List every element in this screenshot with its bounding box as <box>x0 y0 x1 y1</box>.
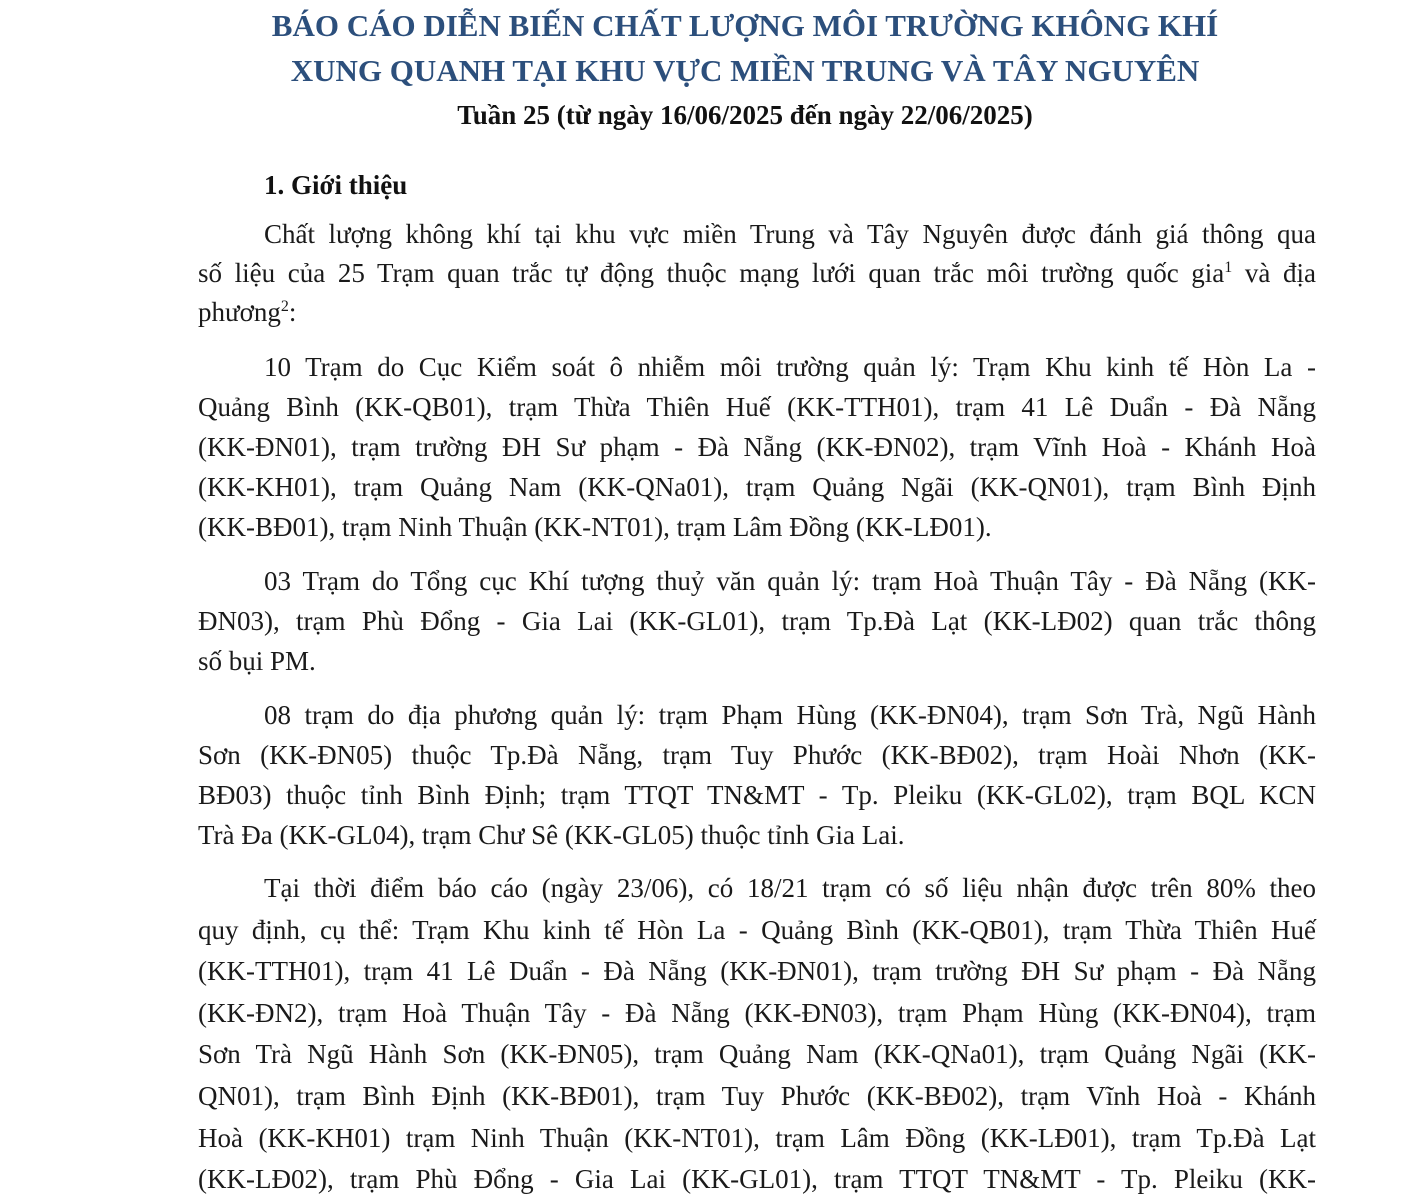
paragraph-line: (KK-ĐN01), trạm trường ĐH Sư phạm - Đà Nẵng (KK-ĐN02), trạm Vĩnh Hoà - Khánh Hoà <box>198 432 1316 462</box>
paragraph-line: (KK-ĐN2), trạm Hoà Thuận Tây - Đà Nẵng (KK-ĐN03), trạm Phạm Hùng (KK-ĐN04), trạm <box>198 997 1316 1028</box>
footnote-marker-2[interactable]: 2 <box>280 298 289 315</box>
intro-text: phương <box>198 297 281 327</box>
paragraph-data-status <box>198 868 1316 1201</box>
paragraph-line: 08 trạm do địa phương quản lý: trạm Phạm Hùng (KK-ĐN04), trạm Sơn Trà, Ngũ Hành <box>264 700 1316 730</box>
section-heading-introduction: 1. Giới thiệu <box>264 170 408 200</box>
paragraph-intro <box>198 215 1316 332</box>
paragraph-line: Quảng Bình (KK-QB01), trạm Thừa Thiên Huế (KK-TTH01), trạm 41 Lê Duẩn - Đà Nẵng <box>198 392 1316 422</box>
footnote-marker-1[interactable]: 1 <box>1224 259 1233 276</box>
paragraph-line: (KK-KH01), trạm Quảng Nam (KK-QNa01), trạm Quảng Ngãi (KK-QN01), trạm Bình Định <box>198 472 1316 502</box>
paragraph-line: (KK-BĐ01), trạm Ninh Thuận (KK-NT01), trạm Lâm Đồng (KK-LĐ01). <box>198 512 992 542</box>
paragraph-line <box>198 254 1316 293</box>
paragraph-line: 03 Trạm do Tổng cục Khí tượng thuỷ văn quản lý: trạm Hoà Thuận Tây - Đà Nẵng (KK- <box>264 566 1316 596</box>
paragraph-line: (KK-LĐ02), trạm Phù Đổng - Gia Lai (KK-GL01), trạm TTQT TN&MT - Tp. Pleiku (KK- <box>198 1164 1316 1195</box>
paragraph-line: số bụi PM. <box>198 646 316 676</box>
paragraph-line: Sơn (KK-ĐN05) thuộc Tp.Đà Nẵng, trạm Tuy Phước (KK-BĐ02), trạm Hoài Nhơn (KK- <box>198 740 1316 770</box>
paragraph-line: BĐ03) thuộc tỉnh Bình Định; trạm TTQT TN&MT - Tp. Pleiku (KK-GL02), trạm BQL KCN <box>198 780 1316 810</box>
paragraph-stations-hydromet <box>198 561 1316 681</box>
paragraph-line: quy định, cụ thể: Trạm Khu kinh tế Hòn La - Quảng Bình (KK-QB01), trạm Thừa Thiên Huế <box>198 914 1316 945</box>
paragraph-line: (KK-TTH01), trạm 41 Lê Duẩn - Đà Nẵng (KK-ĐN01), trạm trường ĐH Sư phạm - Đà Nẵng <box>198 956 1316 987</box>
paragraph-stations-local <box>198 695 1316 855</box>
intro-text: và địa <box>1232 258 1316 288</box>
report-title-line-2: XUNG QUANH TẠI KHU VỰC MIỀN TRUNG VÀ TÂY NGUYÊN <box>290 53 1200 88</box>
paragraph-line: Sơn Trà Ngũ Hành Sơn (KK-ĐN05), trạm Quảng Nam (KK-QNa01), trạm Quảng Ngãi (KK- <box>198 1039 1316 1070</box>
paragraph-line: QN01), trạm Bình Định (KK-BĐ01), trạm Tuy Phước (KK-BĐ02), trạm Vĩnh Hoà - Khánh <box>198 1080 1316 1111</box>
paragraph-stations-agency <box>198 347 1316 547</box>
paragraph-line: ĐN03), trạm Phù Đổng - Gia Lai (KK-GL01), trạm Tp.Đà Lạt (KK-LĐ02) quan trắc thông <box>198 606 1316 636</box>
paragraph-line: Hoà (KK-KH01) trạm Ninh Thuận (KK-NT01), trạm Lâm Đồng (KK-LĐ01), trạm Tp.Đà Lạt <box>198 1122 1316 1153</box>
report-week-subtitle: Tuần 25 (từ ngày 16/06/2025 đến ngày 22/06/2025) <box>457 100 1033 130</box>
intro-text: : <box>288 297 297 327</box>
paragraph-line <box>198 293 1316 332</box>
paragraph-line: Tại thời điểm báo cáo (ngày 23/06), có 18/21 trạm có số liệu nhận được trên 80% theo <box>264 873 1316 903</box>
report-title-line-1: BÁO CÁO DIỄN BIẾN CHẤT LƯỢNG MÔI TRƯỜNG KHÔNG KHÍ <box>271 8 1219 43</box>
paragraph-line: Trà Đa (KK-GL04), trạm Chư Sê (KK-GL05) thuộc tỉnh Gia Lai. <box>198 820 905 850</box>
paragraph-line: 10 Trạm do Cục Kiểm soát ô nhiễm môi trường quản lý: Trạm Khu kinh tế Hòn La - <box>264 352 1316 382</box>
paragraph-line: Chất lượng không khí tại khu vực miền Trung và Tây Nguyên được đánh giá thông qua <box>264 219 1316 249</box>
intro-text: số liệu của 25 Trạm quan trắc tự động thuộc mạng lưới quan trắc môi trường quốc gia <box>198 258 1225 288</box>
